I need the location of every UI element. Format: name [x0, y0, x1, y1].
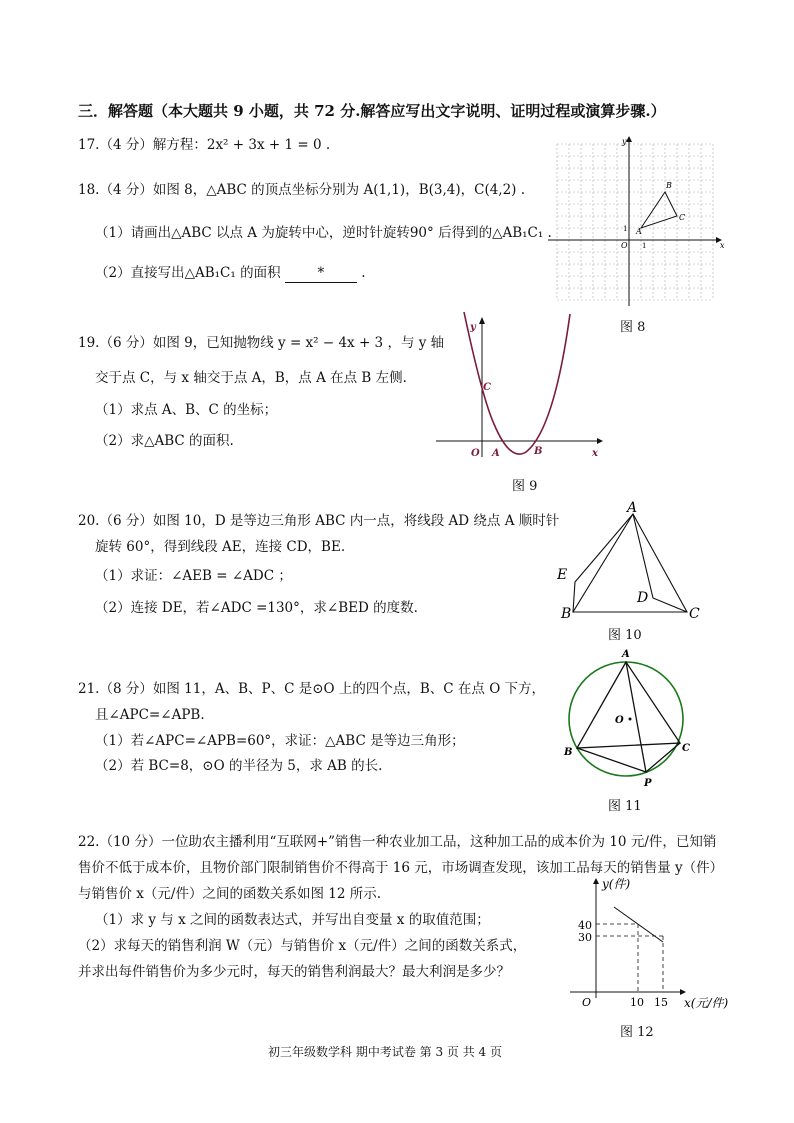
section-title: 三．解答题（本大题共 9 小题，共 72 分.解答应写出文字说明、证明过程或演算步骤.）	[78, 102, 666, 120]
fig10-point-c: C	[689, 606, 700, 622]
q20-line2: 旋转 60°，得到线段 AE，连接 CD，BE.	[95, 539, 346, 555]
q22-part2: （2）求每天的销售利润 W（元）与销售价 x（元/件）之间的函数关系式，	[78, 938, 527, 954]
parabola-curve	[464, 312, 570, 454]
fig12-y-label: y(件)	[602, 877, 631, 891]
figure-12	[566, 878, 736, 1013]
figure-11	[560, 645, 700, 795]
fig12-tick-30: 30	[578, 931, 592, 944]
fig11-point-p: P	[644, 778, 652, 789]
q22-part1: （1）求 y 与 x 之间的函数表达式，并写出自变量 x 的取值范围；	[95, 912, 490, 928]
fig10-point-b: B	[561, 606, 572, 622]
figure-8	[548, 136, 728, 306]
fig12-tick-10: 10	[630, 996, 644, 1009]
fig12-x-label: x(元/件)	[684, 996, 729, 1010]
q18-part2	[95, 264, 365, 283]
fig10-caption: 图 10	[608, 628, 642, 643]
fig8-point-a: A	[636, 227, 642, 236]
q18-stem: 18.（4 分）如图 8，△ABC 的顶点坐标分别为 A(1,1)，B(3,4)，C(4,2) .	[78, 182, 526, 198]
q18-part2-prefix: （2）直接写出△AB₁C₁ 的面积	[95, 265, 281, 281]
fig8-caption: 图 8	[620, 320, 646, 335]
answer-blank[interactable]: *	[285, 264, 357, 283]
q21-part1: （1）若∠APC=∠APB=60°，求证：△ABC 是等边三角形；	[95, 733, 465, 749]
q17-text: 17.（4 分）解方程：2x² + 3x + 1 = 0 .	[78, 137, 331, 153]
q21-line2: 且∠APC=∠APB.	[95, 707, 205, 723]
q20-part2: （2）连接 DE，若∠ADC =130°，求∠BED 的度数.	[95, 600, 418, 616]
fig9-caption: 图 9	[512, 479, 538, 494]
q19-part2: （2）求△ABC 的面积.	[95, 433, 234, 449]
triangle-abc	[641, 192, 677, 228]
figure-9	[436, 312, 606, 462]
fig12-tick-40: 40	[578, 919, 592, 932]
fig12-origin: O	[582, 996, 592, 1009]
fig8-origin: O	[621, 241, 628, 250]
fig10-point-d: D	[637, 590, 649, 606]
fig9-x-label: x	[592, 448, 598, 459]
figure-10	[555, 500, 715, 620]
fig9-point-c: C	[483, 382, 491, 393]
q19-line2: 交于点 C，与 x 轴交于点 A，B，点 A 在点 B 左侧.	[95, 370, 407, 386]
fig9-y-label: y	[470, 322, 476, 333]
fig10-point-a: A	[627, 500, 638, 516]
fig12-tick-15: 15	[654, 996, 668, 1009]
circle-o	[569, 662, 683, 776]
fig8-point-b: B	[666, 181, 672, 190]
fig8-point-c: C	[679, 213, 686, 222]
fig8-x-label: x	[720, 241, 725, 250]
q19-line1: 19.（6 分）如图 9，已知抛物线 y = x² − 4x + 3 ，与 y 轴	[78, 335, 445, 351]
q21-line1: 21.（8 分）如图 11，A、B、P、C 是⊙O 上的四个点，B、C 在点 O 下方，	[78, 681, 546, 697]
q19-part1: （1）求点 A、B、C 的坐标；	[95, 402, 278, 418]
q18-part1: （1）请画出△ABC 以点 A 为旋转中心，逆时针旋转90° 后得到的△AB₁C₁ .	[95, 225, 552, 241]
fig10-point-e: E	[557, 567, 568, 583]
fig9-point-a: A	[492, 448, 500, 459]
fig12-caption: 图 12	[620, 1025, 654, 1040]
fig11-point-b: B	[564, 747, 573, 758]
fig11-point-a: A	[622, 649, 630, 660]
fig9-point-b: B	[534, 446, 543, 457]
fig11-center-o: O	[615, 715, 624, 726]
q22-part3: 并求出每件销售价为多少元时，每天的销售利润最大？最大利润是多少？	[78, 964, 510, 980]
q20-part1: （1）求证：∠AEB = ∠ADC ；	[95, 568, 292, 584]
q22-line2: 售价不低于成本价，且物价部门限制销售价不得高于 16 元，市场调查发现，该加工品每天的销售量 y（件）	[78, 860, 724, 876]
fig11-caption: 图 11	[608, 799, 642, 814]
q18-part2-suffix: .	[361, 265, 366, 281]
fig11-point-c: C	[682, 743, 690, 754]
fig9-origin: O	[471, 448, 480, 459]
fig8-one-x: 1	[642, 242, 647, 250]
q21-part2: （2）若 BC=8，⊙O 的半径为 5，求 AB 的长.	[95, 758, 383, 774]
q22-line3: 与销售价 x（元/件）之间的函数关系如图 12 所示.	[78, 886, 382, 902]
q20-line1: 20.（6 分）如图 10，D 是等边三角形 ABC 内一点，将线段 AD 绕点 A 顺时针	[78, 513, 560, 529]
page-footer: 初三年级数学科 期中考试卷 第 3 页 共 4 页	[268, 1045, 502, 1059]
fig8-one-y: 1	[623, 225, 628, 233]
fig8-y-label: y	[622, 137, 627, 146]
q22-line1: 22.（10 分）一位助农主播利用“互联网+”销售一种农业加工品，这种加工品的成本价为 10 元/件，已知销	[78, 834, 717, 850]
